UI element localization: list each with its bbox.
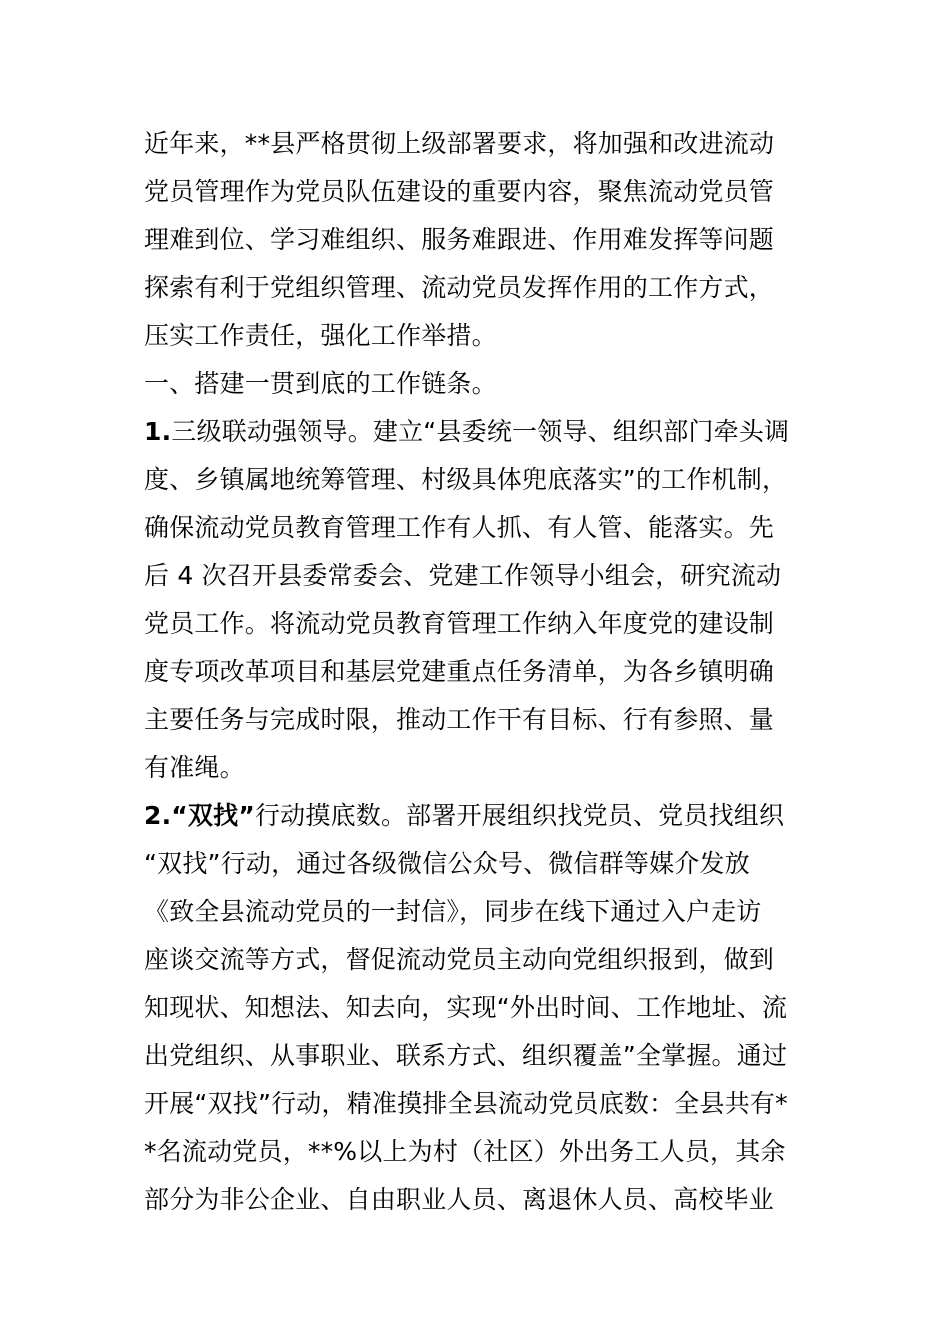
paragraph-line: 压实工作责任，强化工作举措。 bbox=[144, 321, 497, 350]
numbered-paragraph-first-line bbox=[144, 415, 814, 449]
paragraph-line: 党员工作。将流动党员教育管理工作纳入年度党的建设制 bbox=[144, 609, 775, 638]
paragraph-line: 知现状、知想法、知去向，实现“外出时间、工作地址、流 bbox=[144, 993, 788, 1022]
paragraph-line: 党员管理作为党员队伍建设的重要内容，聚焦流动党员管 bbox=[144, 177, 775, 206]
paragraph-line: 后 4 次召开县委常委会、党建工作领导小组会，研究流动 bbox=[144, 561, 782, 590]
paragraph-line: “双找”行动，通过各级微信公众号、微信群等媒介发放 bbox=[144, 849, 750, 878]
section-heading: 一、搭建一贯到底的工作链条。 bbox=[144, 369, 497, 398]
paragraph-line: 理难到位、学习难组织、服务难跟进、作用难发挥等问题 bbox=[144, 225, 775, 254]
paragraph-line: 开展“双找”行动，精准摸排全县流动党员底数：全县共有* bbox=[144, 1089, 788, 1118]
paragraph-line: 座谈交流等方式，督促流动党员主动向党组织报到，做到 bbox=[144, 945, 775, 974]
paragraph-line: 主要任务与完成时限，推动工作干有目标、行有参照、量 bbox=[144, 705, 775, 734]
paragraph-line: 确保流动党员教育管理工作有人抓、有人管、能落实。先 bbox=[144, 513, 775, 542]
item-number: 2.“双找” bbox=[144, 801, 255, 830]
paragraph-line: 《致全县流动党员的一封信》，同步在线下通过入户走访 bbox=[144, 897, 762, 926]
numbered-paragraph-first-line bbox=[144, 799, 814, 833]
paragraph-line: 近年来，**县严格贯彻上级部署要求，将加强和改进流动 bbox=[144, 129, 775, 158]
paragraph-line: 度专项改革项目和基层党建重点任务清单，为各乡镇明确 bbox=[144, 657, 775, 686]
paragraph-line: 度、乡镇属地统筹管理、村级具体兜底落实”的工作机制， bbox=[144, 465, 788, 494]
paragraph-line: 三级联动强领导。建立“县委统一领导、组织部门牵头调 bbox=[171, 417, 790, 446]
paragraph-line: *名流动党员，**%以上为村（社区）外出务工人员，其余 bbox=[144, 1137, 786, 1166]
paragraph-line: 探索有利于党组织管理、流动党员发挥作用的工作方式， bbox=[144, 273, 775, 302]
paragraph-line: 行动摸底数。部署开展组织找党员、党员找组织 bbox=[254, 801, 785, 830]
item-number: 1. bbox=[144, 417, 172, 446]
paragraph-line: 有准绳。 bbox=[144, 753, 245, 782]
paragraph-line: 部分为非公企业、自由职业人员、离退休人员、高校毕业 bbox=[144, 1185, 775, 1214]
paragraph-line: 出党组织、从事职业、联系方式、组织覆盖”全掌握。通过 bbox=[144, 1041, 788, 1070]
